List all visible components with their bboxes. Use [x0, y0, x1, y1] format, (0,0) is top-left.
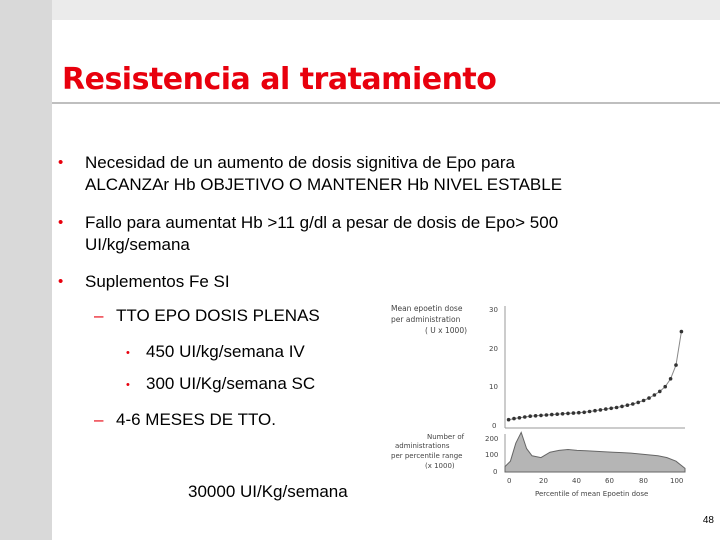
top-series-point [593, 409, 597, 413]
top-ytick: 10 [489, 383, 498, 391]
sub-bullet-1 [94, 305, 394, 327]
x-tick: 20 [539, 477, 548, 485]
top-series-point [566, 412, 570, 416]
top-series-point [577, 411, 581, 415]
x-tick: 0 [507, 477, 512, 485]
page-number: 48 [688, 512, 714, 530]
top-series-point [539, 414, 543, 418]
bottom-ylabel-line1: Number of [427, 433, 465, 441]
top-series-point [626, 403, 630, 407]
top-series-point [588, 410, 592, 414]
top-series-point [680, 330, 684, 334]
top-ylabel-line3: ( U x 1000) [425, 326, 468, 335]
sub-sub-bullet-dot: • [126, 347, 130, 359]
top-band [52, 0, 720, 20]
bullet-2-line1: Fallo para aumentat Hb >11 g/dl a pesar de dosis de Epo> 500 [85, 213, 559, 232]
bottom-series-area [505, 432, 685, 472]
top-series-point [615, 406, 619, 410]
slide-title: Resistencia al tratamiento [62, 62, 497, 97]
bullet-1-line2: ALCANZAr Hb OBJETIVO O MANTENER Hb NIVEL ESTABLE [85, 175, 563, 194]
sub-bullet-2 [94, 409, 394, 431]
top-series-point [620, 405, 624, 409]
sub-bullet-1-text: TTO EPO DOSIS PLENAS [116, 306, 320, 325]
bullet-dot: • [58, 214, 64, 231]
left-margin-bar [0, 0, 52, 540]
top-series-point [572, 411, 576, 415]
dose-note: 30000 UI/Kg/semana [188, 482, 348, 501]
top-series-line [509, 332, 682, 420]
top-series-point [609, 407, 613, 411]
bottom-ylabel-line3: per percentile range [391, 452, 463, 460]
sub-bullet-2-text: 4-6 MESES DE TTO. [116, 410, 276, 429]
top-series-point [545, 413, 549, 417]
top-ytick: 0 [492, 422, 497, 430]
bullet-dot: • [58, 154, 64, 171]
title-rule [52, 102, 720, 104]
top-series-point [555, 412, 559, 416]
top-ylabel-line1: Mean epoetin dose [391, 304, 463, 313]
top-series-point [528, 414, 532, 418]
top-series-point [561, 412, 565, 416]
top-series-point [674, 363, 678, 367]
epoetin-figure [385, 298, 707, 510]
x-tick: 80 [639, 477, 648, 485]
top-series-point [507, 418, 511, 422]
bullet-2-line2: UI/kg/semana [85, 235, 190, 254]
top-series-point [512, 417, 516, 421]
epoetin-chart-svg [385, 298, 707, 510]
top-series-point [599, 408, 603, 412]
bottom-ytick: 100 [485, 451, 499, 459]
top-ytick: 20 [489, 345, 498, 353]
top-series-point [582, 411, 586, 415]
top-series-point [647, 396, 651, 400]
bullet-3-text: Suplementos Fe SI [85, 272, 230, 291]
top-ytick: 30 [489, 306, 498, 314]
top-series-point [604, 407, 608, 411]
sub-sub-bullet-2-text: 300 UI/Kg/semana SC [146, 374, 316, 393]
top-series-point [631, 402, 635, 406]
bottom-ylabel-line4: (x 1000) [425, 462, 455, 470]
bullet-2 [58, 212, 658, 256]
top-series-point [669, 377, 673, 381]
top-series-point [518, 416, 522, 420]
x-tick: 60 [605, 477, 614, 485]
sub-sub-bullet-1-text: 450 UI/kg/semana IV [146, 342, 305, 361]
sub-bullet-dash: – [94, 410, 104, 429]
top-series-point [642, 399, 646, 403]
sub-sub-bullet-2 [126, 373, 386, 395]
bullet-dot: • [58, 273, 64, 290]
top-series-point [663, 385, 667, 389]
bottom-ylabel-line2: administrations [395, 442, 450, 450]
sub-bullet-dash: – [94, 306, 104, 325]
x-axis-label: Percentile of mean Epoetin dose [535, 490, 649, 498]
top-series-point [534, 414, 538, 418]
x-tick: 100 [670, 477, 684, 485]
sub-sub-bullet-dot: • [126, 379, 130, 391]
bullet-3 [58, 271, 658, 293]
bullet-1 [58, 152, 658, 196]
x-tick: 40 [572, 477, 581, 485]
top-series [507, 330, 683, 422]
top-series-point [658, 390, 662, 394]
bullet-1-line1: Necesidad de un aumento de dosis signitiva de Epo para [85, 153, 516, 172]
top-series-point [550, 413, 554, 417]
bottom-ytick: 200 [485, 435, 499, 443]
sub-sub-bullet-1 [126, 341, 386, 363]
top-series-point [653, 393, 657, 397]
bottom-ytick: 0 [493, 468, 498, 476]
top-ylabel-line2: per administration [391, 315, 461, 324]
top-series-point [636, 401, 640, 405]
top-series-point [523, 415, 527, 419]
